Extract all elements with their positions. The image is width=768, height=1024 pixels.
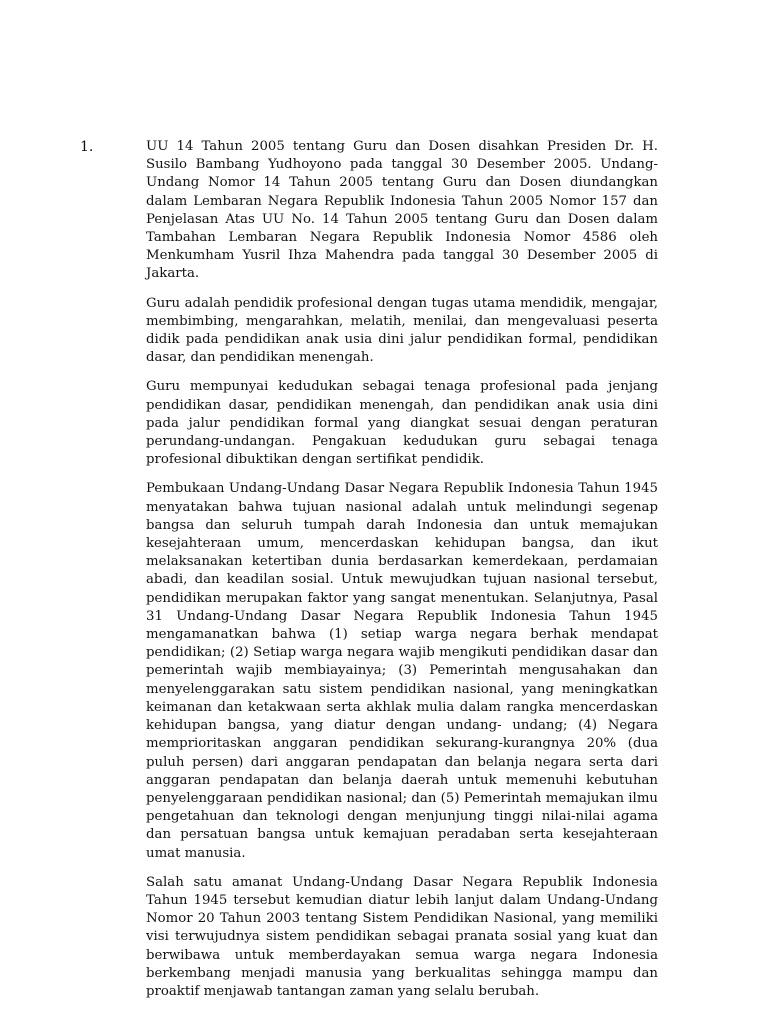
paragraph-kedudukan-guru: Guru mempunyai kedudukan sebagai tenaga profesional pada jenjang pendidikan dasar, pendidikan menengah, dan pendidikan anak usia dini pada jalur pendidikan formal yang diangkat sesuai dengan peraturan perundang-undangan. Pengakuan kedudukan guru sebagai tenaga profesional dibuktikan dengan sertifikat pendidik. [146,379,658,468]
paragraph-definisi-guru: Guru adalah pendidik profesional dengan tugas utama mendidik, mengajar, membimbing, mengarahkan, melatih, menilai, dan mengevaluasi peserta didik pada pendidikan anak usia dini jalur pendidikan formal, pendidikan dasar, dan pendidikan menengah. [146,295,658,366]
list-item-content [146,138,658,1012]
paragraph-pembukaan-uud-1945: Pembukaan Undang-Undang Dasar Negara Republik Indonesia Tahun 1945 menyatakan bahwa tujuan nasional adalah untuk melindungi segenap bangsa dan seluruh tumpah darah Indonesia dan untuk memajukan kesejahteraan umum, mencerdaskan kehidupan bangsa, dan ikut melaksanakan ketertiban dunia berdasarkan kemerdekaan, perdamaian abadi, dan keadilan sosial. Untuk mewujudkan tujuan nasional tersebut, pendidikan merupakan faktor yang sangat menentukan. Selanjutnya, Pasal 31 Undang-Undang Dasar Negara Republik Indonesia Tahun 1945 mengamanatkan bahwa (1) setiap warga negara berhak mendapat pendidikan; (2) Setiap warga negara wajib mengikuti pendidikan dasar dan pemerintah wajib membiayainya; (3) Pemerintah mengusahakan dan menyelenggarakan satu sistem pendidikan nasional, yang meningkatkan keimanan dan ketakwaan serta akhlak mulia dalam rangka mencerdaskan kehidupan bangsa, yang diatur dengan undang- undang; (4) Negara memprioritaskan anggaran pendidikan sekurang-kurangnya 20% (dua puluh persen) dari anggaran pendapatan dan belanja negara serta dari anggaran pendapatan dan belanja daerah untuk memenuhi kebutuhan penyelenggaraan pendidikan nasional; dan (5) Pemerintah memajukan ilmu pengetahuan dan teknologi dengan menjunjung tinggi nilai-nilai agama dan persatuan bangsa untuk kemajuan peradaban serta kesejahteraan umat manusia. [146,481,658,861]
paragraph-sistem-pendidikan-nasional: Salah satu amanat Undang-Undang Dasar Negara Republik Indonesia Tahun 1945 tersebut kemudian diatur lebih lanjut dalam Undang-Undang Nomor 20 Tahun 2003 tentang Sistem Pendidikan Nasional, yang memiliki visi terwujudnya sistem pendidikan sebagai pranata sosial yang kuat dan berwibawa untuk memberdayakan semua warga negara Indonesia berkembang menjadi manusia yang berkualitas sehingga mampu dan proaktif menjawab tantangan zaman yang selalu berubah. [146,874,658,999]
list-item-number: 1. [80,139,94,155]
paragraph-uu-14-2005: UU 14 Tahun 2005 tentang Guru dan Dosen disahkan Presiden Dr. H. Susilo Bambang Yudhoyono pada tanggal 30 Desember 2005. Undang-Undang Nomor 14 Tahun 2005 tentang Guru dan Dosen diundangkan dalam Lembaran Negara Republik Indonesia Tahun 2005 Nomor 157 dan Penjelasan Atas UU No. 14 Tahun 2005 tentang Guru dan Dosen dalam Tambahan Lembaran Negara Republik Indonesia Nomor 4586 oleh Menkumham Yusril Ihza Mahendra pada tanggal 30 Desember 2005 di Jakarta. [146,139,658,282]
